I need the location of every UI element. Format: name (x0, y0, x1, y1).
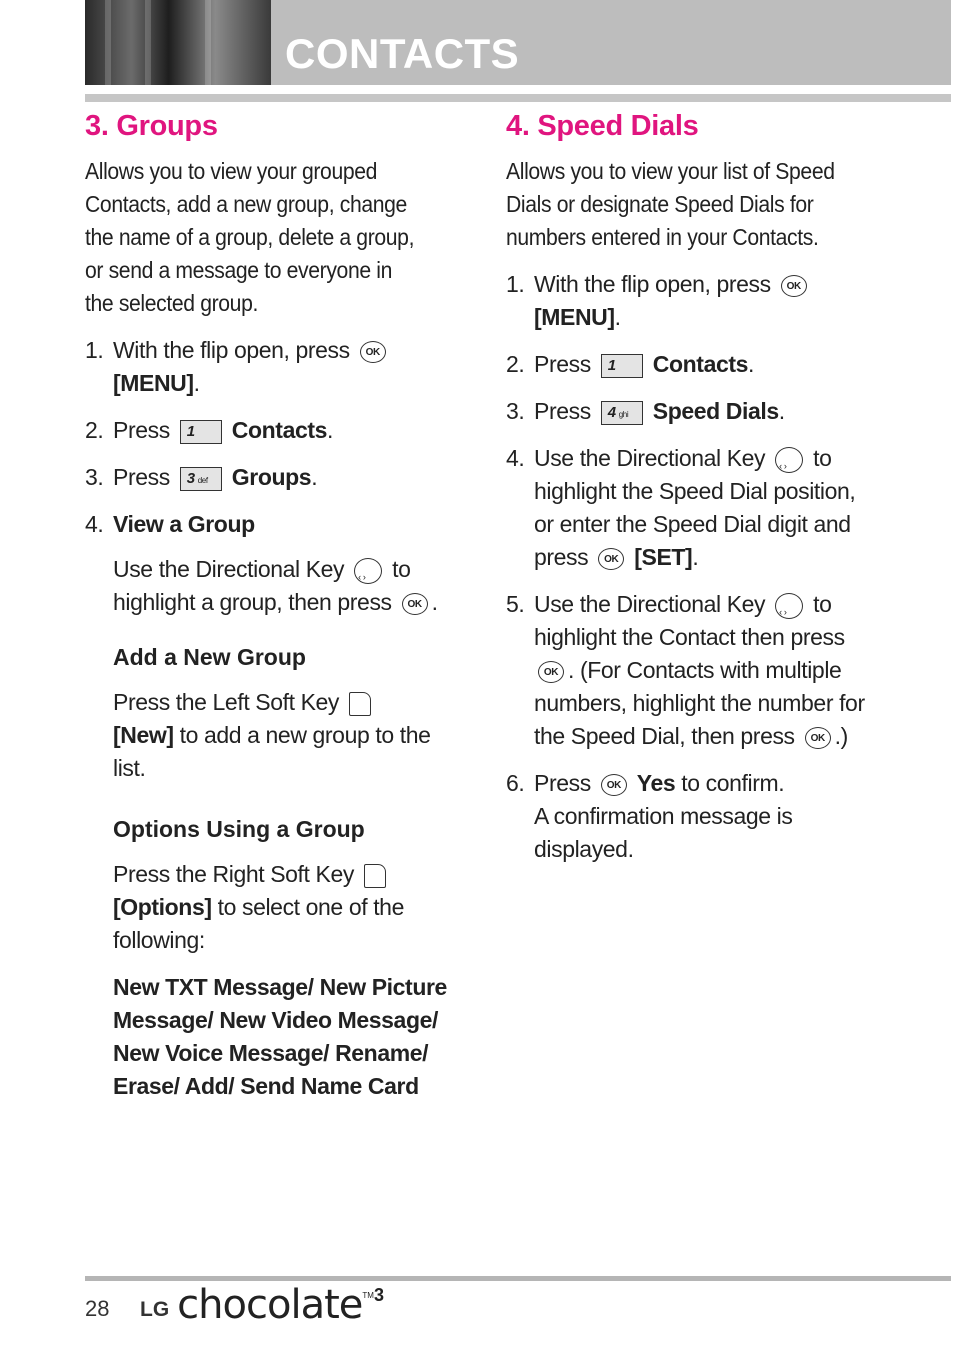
right-soft-key-icon (364, 864, 386, 888)
ok-key-icon: OK (781, 275, 807, 297)
directional-key-icon (354, 558, 382, 584)
ok-key-icon: OK (805, 727, 831, 749)
groups-step-4: 4. View a Group (85, 511, 255, 537)
add-group-heading: Add a New Group (113, 644, 306, 670)
view-group-text: Use the Directional Key ‹ › to highlight a group, then press OK . (113, 553, 455, 619)
add-group-text: Press the Left Soft Key [New] to add a new group to the list. (113, 689, 431, 781)
footer-rule (85, 1276, 951, 1281)
brand-logo: LG chocolate TM 3 (140, 1282, 384, 1328)
directional-key-icon (775, 593, 803, 619)
page-title: CONTACTS (285, 30, 520, 77)
speed-step-6: 6. Press OK Yes to confirm. A confirmation message is displayed. (506, 770, 793, 862)
options-group-heading: Options Using a Group (113, 816, 365, 842)
ok-key-icon: OK (402, 593, 428, 615)
speed-step-5: 5. Use the Directional Key ‹ › to highlight the Contact then press OK . (For Contacts with multiple numbers, highlight the number for the Speed Dial, then press OK .) (506, 588, 876, 753)
speed-step-3: 3. Press 4 ghi Speed Dials. (506, 398, 785, 424)
groups-heading: 3. Groups (85, 110, 218, 142)
speed-step-1: 1. With the flip open, press OK [MENU]. (506, 268, 876, 334)
ok-key-icon: OK (598, 548, 624, 570)
key-4-icon: 4 ghi (601, 401, 643, 425)
options-group-text: Press the Right Soft Key [Options] to select one of the following: (113, 861, 404, 953)
header-photo (85, 0, 271, 85)
ok-key-icon: OK (360, 341, 386, 363)
groups-intro: Allows you to view your grouped Contacts, add a new group, change the name of a group, delete a group, or send a message to everyone in the selected group. (85, 158, 415, 316)
key-1-icon: 1 (180, 420, 222, 444)
speed-dials-steps (506, 268, 876, 866)
speed-dials-section (506, 110, 876, 880)
groups-section (85, 110, 455, 1117)
options-list: New TXT Message/ New Picture Message/ New Video Message/ New Voice Message/ Rename/ Erase/ Add/ Send Name Card (113, 974, 447, 1099)
groups-step-2: 2. Press 1 Contacts. (85, 417, 333, 443)
key-3-icon: 3 def (180, 467, 222, 491)
groups-step-3: 3. Press 3 def Groups. (85, 464, 318, 490)
groups-steps (85, 334, 455, 541)
speed-step-4: 4. Use the Directional Key ‹ › to highlight the Speed Dial position, or enter the Speed Dial digit and press OK [SET]. (506, 442, 876, 574)
key-1-icon: 1 (601, 354, 643, 378)
page-number: 28 (85, 1296, 110, 1321)
left-soft-key-icon (349, 692, 371, 716)
ok-key-icon: OK (601, 774, 627, 796)
groups-step-1: 1. With the flip open, press OK [MENU]. (85, 334, 455, 400)
speed-dials-intro: Allows you to view your list of Speed Dials or designate Speed Dials for numbers entered in your Contacts. (506, 158, 835, 250)
ok-key-icon: OK (538, 661, 564, 683)
speed-dials-heading: 4. Speed Dials (506, 110, 699, 142)
directional-key-icon (775, 447, 803, 473)
speed-step-2: 2. Press 1 Contacts. (506, 351, 754, 377)
header-rule (85, 94, 951, 102)
